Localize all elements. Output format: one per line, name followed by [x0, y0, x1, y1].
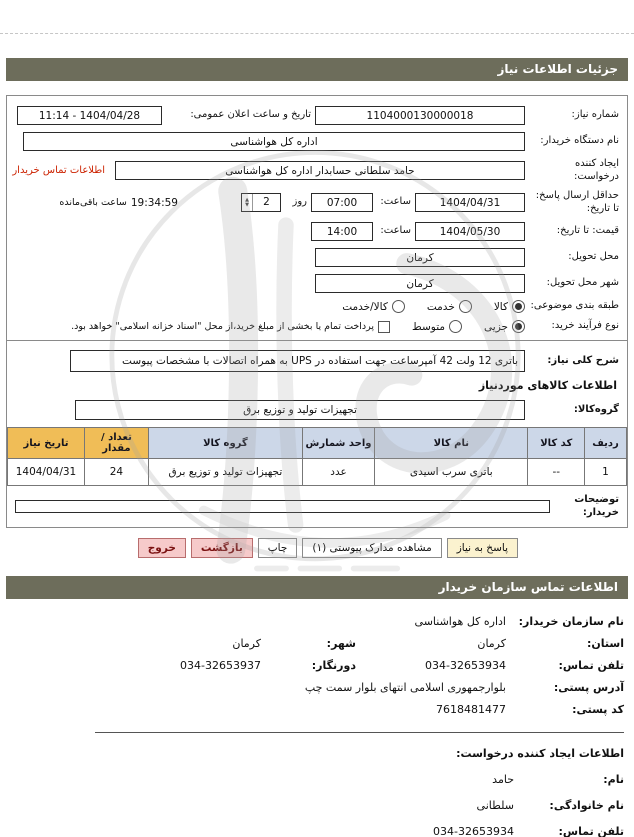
phone-value: 034-32653934 [425, 659, 506, 672]
treasury-checkbox[interactable] [378, 321, 390, 333]
address-value: بلوارجمهوری اسلامی انتهای بلوار سمت چپ [304, 681, 506, 694]
col-goods-code: کد کالا [528, 428, 585, 459]
buyer-notes-label: توضیحات خریدار: [574, 494, 619, 518]
row-buyer-notes [15, 494, 619, 519]
perforation-line [0, 33, 634, 34]
goods-section-title: اطلاعات کالاهای موردنیاز [478, 379, 617, 392]
back-button[interactable]: بازگشت [191, 538, 253, 558]
goods-table [7, 427, 627, 486]
subject-option-goods-label: کالا [493, 300, 508, 313]
phone-label: تلفن تماس: [558, 659, 624, 672]
section-title-need-details: جزئیات اطلاعات نیاز [497, 62, 618, 76]
response-deadline-date-field[interactable]: 1404/04/31 [415, 193, 525, 212]
section-header-buyer-contact [6, 576, 628, 599]
first-name-label: نام: [603, 773, 624, 786]
panel-separator [7, 340, 627, 341]
delivery-place-label: محل تحویل: [568, 251, 619, 263]
cell-unit: عدد [302, 459, 374, 486]
first-name-value: حامد [492, 773, 514, 786]
price-validity-time-field[interactable]: 14:00 [311, 222, 373, 241]
announce-datetime-label: تاریخ و ساعت اعلان عمومی: [190, 109, 311, 121]
creator-info-title: اطلاعات ایجاد کننده درخواست: [456, 747, 624, 760]
radio-goods-service-icon[interactable] [392, 300, 405, 313]
treasury-note: پرداخت تمام یا بخشی از مبلغ خرید،از محل "اسناد خزانه اسلامی" خواهد بود. [71, 321, 375, 332]
postal-code-value: 7618481477 [436, 703, 506, 716]
province-value: کرمان [477, 637, 506, 650]
exit-button[interactable]: خروج [138, 538, 186, 558]
subject-option-goods-service-label: کالا/خدمت [342, 300, 388, 313]
subject-option-goods-service[interactable] [342, 300, 405, 313]
contact-row-org [10, 615, 624, 628]
cell-need-date: 1404/04/31 [8, 459, 85, 486]
subject-option-service-label: خدمت [426, 300, 455, 313]
cell-quantity: 24 [84, 459, 148, 486]
creator-row-phone [10, 825, 624, 837]
view-attachments-button[interactable]: مشاهده مدارک پیوستی (۱) [302, 538, 441, 558]
subject-option-service[interactable] [427, 300, 472, 313]
need-description-box: باتری 12 ولت 42 آمپرساعت جهت استفاده در UPS به همراه اتصالات با مشخصات پیوست [70, 350, 525, 372]
radio-goods-icon[interactable] [512, 300, 525, 313]
radio-medium-icon[interactable] [449, 320, 462, 333]
process-option-medium-label: متوسط [412, 320, 446, 333]
process-option-minor[interactable] [484, 320, 525, 333]
contact-row-province-city [10, 637, 624, 650]
request-creator-label: ایجاد کننده درخواست: [574, 158, 619, 182]
last-name-value: سلطانی [476, 799, 514, 812]
section-title-buyer-contact: اطلاعات تماس سازمان خریدار [438, 580, 618, 594]
remaining-time-label: ساعت باقی‌مانده [59, 196, 127, 208]
creator-row-last-name [10, 799, 624, 812]
respond-button[interactable]: پاسخ به نیاز [447, 538, 518, 558]
row-buyer-org [15, 132, 619, 151]
fax-value: 034-32653937 [180, 659, 261, 672]
days-stepper[interactable] [241, 193, 281, 212]
cell-goods-code: -- [528, 459, 585, 486]
org-label: نام سازمان خریدار: [518, 615, 624, 628]
row-need-description [15, 350, 619, 372]
process-type-label: نوع فرآیند خرید: [551, 320, 619, 332]
city-label: شهر: [326, 637, 356, 650]
response-deadline-time-label: ساعت: [380, 196, 411, 208]
address-label: آدرس پستی: [553, 681, 624, 694]
org-value: اداره کل هواشناسی [414, 615, 506, 628]
creator-info [10, 747, 624, 837]
goods-group-label: گروه‌کالا: [573, 403, 619, 415]
goods-group-box: تجهیزات تولید و توزیع برق [75, 400, 525, 420]
price-validity-time-label: ساعت: [380, 225, 411, 237]
goods-table-row [8, 459, 627, 486]
section-header-need-details [6, 58, 628, 81]
buyer-notes-field[interactable] [15, 500, 550, 513]
request-creator-field[interactable]: حامد سلطانی حسابدار اداره کل هواشناسی [115, 161, 525, 180]
need-details-page [0, 33, 634, 837]
row-price-validity [15, 222, 619, 241]
response-deadline-label: حداقل ارسال پاسخ: تا تاریخ: [535, 190, 619, 214]
fax-label: دورنگار: [311, 659, 356, 672]
treasury-checkbox-group [71, 321, 390, 333]
contact-row-address [10, 681, 624, 694]
response-deadline-time-field[interactable]: 07:00 [311, 193, 373, 212]
buyer-contact-link[interactable]: اطلاعات تماس خریدار [12, 165, 105, 176]
row-need-number [15, 106, 619, 125]
last-name-label: نام خانوادگی: [549, 799, 624, 812]
city-value: کرمان [232, 637, 261, 650]
row-delivery-place [15, 248, 619, 267]
col-need-date: تاریخ نیاز [8, 428, 85, 459]
goods-table-header-row [8, 428, 627, 459]
contact-divider [95, 732, 624, 733]
cell-goods-group: تجهیزات تولید و توزیع برق [148, 459, 302, 486]
creator-phone-value: 034-32653934 [433, 825, 514, 837]
row-subject-class [15, 300, 619, 313]
delivery-place-field[interactable]: کرمان [315, 248, 525, 267]
postal-code-label: کد پستی: [572, 703, 624, 716]
remaining-time-value: 19:34:59 [130, 196, 178, 209]
buyer-org-field[interactable]: اداره کل هواشناسی [23, 132, 525, 151]
col-row-number: ردیف [585, 428, 627, 459]
need-number-field[interactable]: 1104000130000018 [315, 106, 525, 125]
col-goods-name: نام کالا [375, 428, 528, 459]
contact-row-postal-code [10, 703, 624, 716]
process-option-medium[interactable] [412, 320, 462, 333]
buyer-contact-info [10, 615, 624, 716]
creator-phone-label: تلفن تماس: [558, 825, 624, 837]
price-validity-label: قیمت: تا تاریخ: [556, 225, 619, 237]
col-goods-group: گروه کالا [148, 428, 302, 459]
cell-goods-name: باتری سرب اسیدی [375, 459, 528, 486]
need-number-label: شماره نیاز: [571, 109, 619, 121]
delivery-city-field[interactable]: کرمان [315, 274, 525, 293]
action-buttons [6, 538, 628, 558]
row-request-creator [12, 158, 619, 183]
need-description-label: شرح کلی نیاز: [547, 354, 619, 366]
delivery-city-label: شهر محل تحویل: [546, 277, 619, 289]
row-response-deadline [15, 190, 619, 215]
days-label: روز [292, 196, 307, 208]
cell-row-number: 1 [585, 459, 627, 486]
announce-datetime-field[interactable]: 1404/04/28 - 11:14 [17, 106, 162, 125]
radio-service-icon[interactable] [459, 300, 472, 313]
province-label: استان: [587, 637, 624, 650]
row-process-type [15, 320, 619, 333]
stepper-arrows-icon[interactable]: ▲ ▼ [242, 194, 253, 211]
subject-class-label: طبقه بندی موضوعی: [530, 300, 619, 312]
price-validity-date-field[interactable]: 1404/05/30 [415, 222, 525, 241]
creator-row-first-name [10, 773, 624, 786]
print-button[interactable]: چاپ [258, 538, 298, 558]
col-quantity: تعداد / مقدار [84, 428, 148, 459]
buyer-org-label: نام دستگاه خریدار: [540, 135, 619, 147]
col-unit: واحد شمارش [302, 428, 374, 459]
contact-row-phone-fax [10, 659, 624, 672]
process-option-minor-label: جزیی [484, 320, 508, 333]
row-goods-group [15, 400, 619, 420]
row-delivery-city [15, 274, 619, 293]
days-value: 2 [263, 196, 270, 208]
need-details-panel [6, 95, 628, 528]
radio-minor-icon[interactable] [512, 320, 525, 333]
subject-option-goods[interactable] [494, 300, 525, 313]
